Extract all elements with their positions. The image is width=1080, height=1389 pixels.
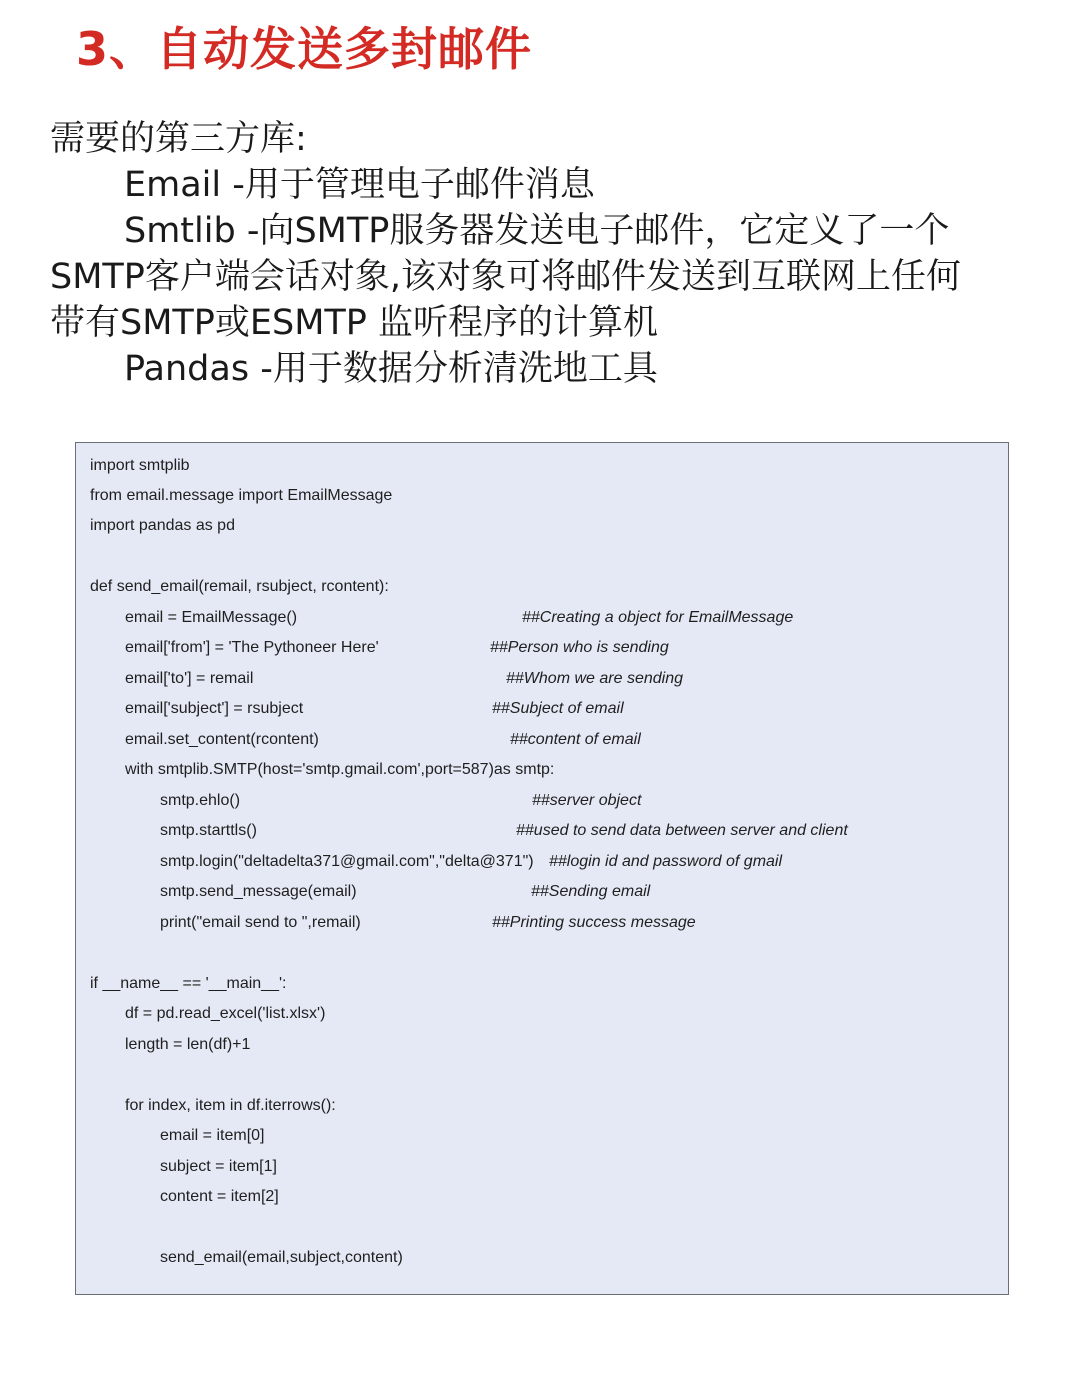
code-comment: ##Creating a object for EmailMessage	[522, 609, 794, 626]
smtplib-library-line-2: SMTP客户端会话对象,该对象可将邮件发送到互联网上任何	[50, 257, 962, 297]
code-block	[75, 442, 1009, 1295]
code-line: send_email(email,subject,content)	[160, 1249, 403, 1266]
intro-text	[50, 116, 1040, 392]
code-line: email.set_content(rcontent)	[125, 731, 319, 748]
smtplib-library-line-3: 带有SMTP或ESMTP 监听程序的计算机	[50, 303, 659, 343]
smtplib-library-line-1: Smtlib -向SMTP服务器发送电子邮件，它定义了一个	[124, 211, 950, 251]
code-line: subject = item[1]	[160, 1158, 277, 1175]
code-line: email['subject'] = rsubject	[125, 700, 304, 717]
code-line: df = pd.read_excel('list.xlsx')	[125, 1005, 326, 1022]
code-comment: ##Whom we are sending	[506, 670, 683, 687]
code-line: smtp.send_message(email)	[160, 883, 357, 900]
code-line: for index, item in df.iterrows():	[125, 1097, 336, 1114]
code-line: email = item[0]	[160, 1127, 265, 1144]
code-line: email['from'] = 'The Pythoneer Here'	[125, 639, 379, 656]
email-library-line: Email -用于管理电子邮件消息	[124, 165, 595, 205]
code-line: def send_email(remail, rsubject, rcontent):	[90, 578, 389, 595]
intro-heading: 需要的第三方库:	[50, 119, 307, 159]
code-line: smtp.login("deltadelta371@gmail.com","delta@371")	[160, 853, 534, 870]
code-line: smtp.starttls()	[160, 822, 257, 839]
code-comment: ##Person who is sending	[490, 639, 669, 656]
code-line: email = EmailMessage()	[125, 609, 298, 626]
code-line: content = item[2]	[160, 1188, 279, 1205]
code-line: print("email send to ",remail)	[160, 914, 361, 931]
code-comment: ##Sending email	[531, 883, 651, 900]
code-comment: ##login id and password of gmail	[549, 853, 783, 870]
code-comment: ##content of email	[510, 731, 641, 748]
code-line: email['to'] = remail	[125, 670, 254, 687]
code-line: length = len(df)+1	[125, 1036, 251, 1053]
code-comment: ##used to send data between server and client	[516, 822, 848, 839]
code-line: import smtplib	[90, 457, 190, 474]
code-line: smtp.ehlo()	[160, 792, 241, 809]
code-comment: ##Subject of email	[492, 700, 624, 717]
code-comment: ##Printing success message	[492, 914, 696, 931]
code-line: if __name__ == '__main__':	[90, 975, 287, 992]
page-title: 3、自动发送多封邮件	[76, 22, 533, 76]
code-line: import pandas as pd	[90, 517, 235, 534]
code-comment: ##server object	[532, 792, 642, 809]
code-line: with smtplib.SMTP(host='smtp.gmail.com',port=587)as smtp:	[125, 761, 555, 778]
code-line: from email.message import EmailMessage	[90, 487, 393, 504]
pandas-library-line: Pandas -用于数据分析清洗地工具	[124, 349, 658, 389]
